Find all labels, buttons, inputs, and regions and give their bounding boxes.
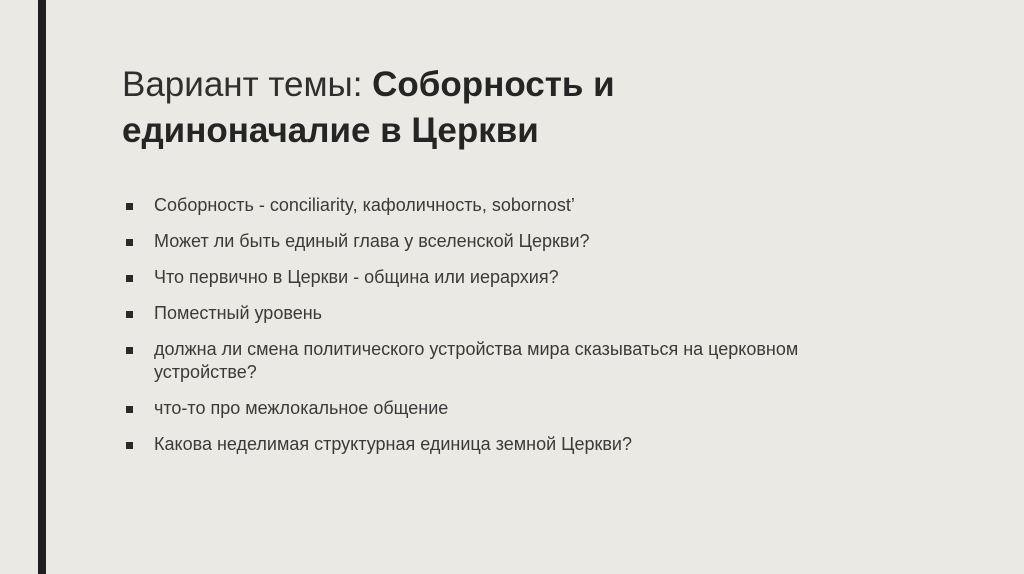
- bullet-text: Соборность - conciliarity, кафоличность, sobornost’: [154, 195, 575, 215]
- bullet-item: [122, 230, 902, 253]
- bullet-item: [122, 266, 902, 289]
- square-bullet-icon: [126, 203, 133, 210]
- square-bullet-icon: [126, 311, 133, 318]
- title-main: Соборность и единоначалие в Церкви: [122, 65, 615, 150]
- bullet-item: [122, 433, 902, 456]
- square-bullet-icon: [126, 406, 133, 413]
- bullet-item: [122, 194, 902, 217]
- bullet-text: Какова неделимая структурная единица земной Церкви?: [154, 434, 632, 454]
- bullet-item: [122, 338, 902, 384]
- square-bullet-icon: [126, 442, 133, 449]
- bullet-item: [122, 397, 902, 420]
- bullet-list: [122, 194, 902, 469]
- bullet-text: что-то про межлокальное общение: [154, 398, 449, 418]
- square-bullet-icon: [126, 275, 133, 282]
- bullet-item: [122, 302, 902, 325]
- accent-bar: [38, 0, 46, 574]
- square-bullet-icon: [126, 239, 133, 246]
- square-bullet-icon: [126, 347, 133, 354]
- bullet-text: Поместный уровень: [154, 303, 323, 323]
- slide-title: [122, 62, 742, 154]
- title-prefix: Вариант темы:: [122, 65, 373, 104]
- bullet-text: должна ли смена политического устройства мира сказываться на церковном устройстве?: [154, 339, 799, 382]
- bullet-text: Может ли быть единый глава у вселенской Церкви?: [154, 231, 590, 251]
- bullet-text: Что первично в Церкви - община или иерархия?: [154, 267, 559, 287]
